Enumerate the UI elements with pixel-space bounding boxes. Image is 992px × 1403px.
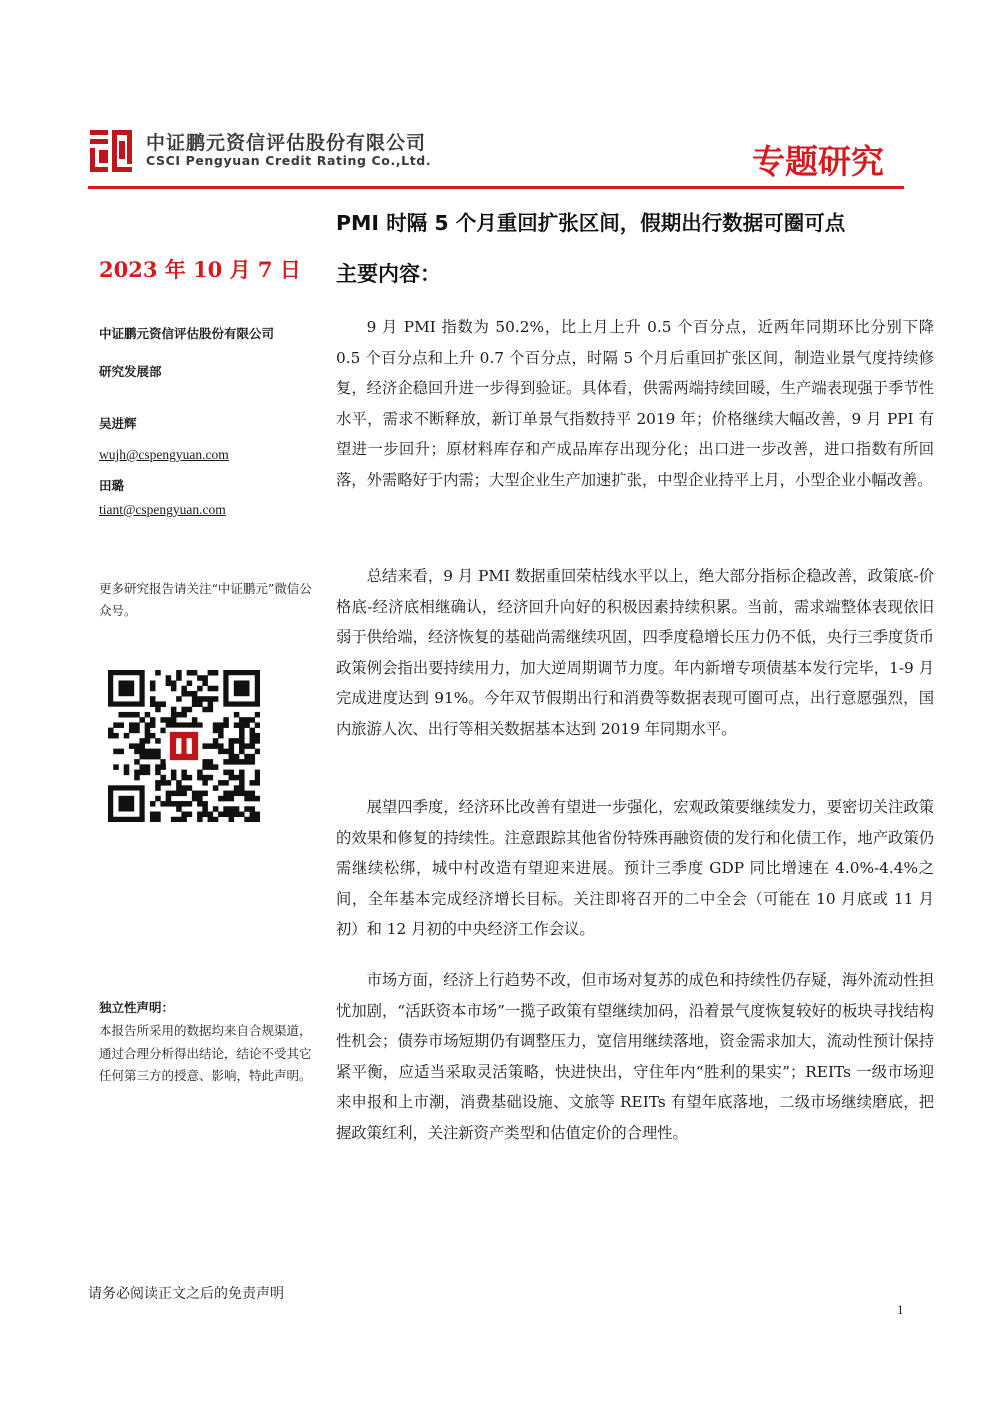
company-name-english: CSCI Pengyuan Credit Rating Co.,Ltd. — [146, 153, 432, 168]
author-name: 吴进辉 — [99, 416, 137, 431]
author-name: 田璐 — [99, 478, 125, 493]
sidebar-company: 中证鹏元资信评估股份有限公司 — [99, 326, 275, 341]
author-email-link[interactable]: tiant@cspengyuan.com — [99, 502, 226, 517]
disclaimer-footer-note: 请务必阅读正文之后的免责声明 — [88, 1286, 284, 1302]
author-email-link[interactable]: wujh@cspengyuan.com — [99, 447, 229, 462]
independence-statement-title: 独立性声明： — [99, 1000, 175, 1015]
company-name-chinese: 中证鹏元资信评估股份有限公司 — [146, 132, 427, 154]
independence-statement-text: 本报告所采用的数据均来自合规渠道，通过合理分析得出结论，结论不受其它任何第三方的授意、影响，特此声明。 — [99, 1023, 312, 1083]
section-heading: 主要内容： — [336, 262, 441, 286]
body-paragraph: 9 月 PMI 指数为 50.2%，比上月上升 0.5 个百分点，近两年同期环比分别下降 0.5 个百分点和上升 0.7 个百分点，时隔 5 个月后重回扩张区间，制造业景气度持续修复，经济企稳回升进一步得到验证。具体看，供需两端持续回暖，生产端表现强于季节性水平，需求不断释放，新订单景气指数持平 2019 年；价格继续大幅改善，9 月 PPI 有望进一步回升；原材料库存和产成品库存出现分化；出口进一步改善，进口指数有所回落，外需略好于内需；大型企业生产加速扩张，中型企业持平上月，小型企业小幅改善。 — [336, 318, 934, 489]
page-number: 1 — [897, 1302, 904, 1317]
report-date: 2023 年 10 月 7 日 — [99, 257, 301, 282]
wechat-qr-code-icon — [108, 670, 260, 822]
report-type-label: 专题研究 — [752, 142, 884, 181]
sidebar-department: 研究发展部 — [99, 364, 162, 379]
body-paragraph: 市场方面，经济上行趋势不改，但市场对复苏的成色和持续性仍存疑，海外流动性担忧加剧，“活跃资本市场”一揽子政策有望继续加码，沿着景气度恢复较好的板块寻找结构性机会；债券市场短期仍有调整压力，宽信用继续落地，资金需求加大，流动性预计保持紧平衡，应适当采取灵活策略，快进快出，守住年内“胜利的果实”；REITs 一级市场迎来申报和上市潮，消费基础设施、文旅等 REITs 有望年底落地，二级市场继续磨底，把握政策红利，关注新资产类型和估值定价的合理性。 — [336, 971, 934, 1142]
header-divider — [88, 186, 904, 189]
follow-wechat-note: 更多研究报告请关注“中证鹏元”微信公众号。 — [99, 581, 312, 618]
pengyuan-logo-icon — [88, 128, 134, 174]
body-paragraph: 总结来看，9 月 PMI 数据重回荣枯线水平以上，绝大部分指标企稳改善，政策底-价格底-经济底相继确认，经济回升向好的积极因素持续积累。当前，需求端整体表现依旧弱于供给端，经济恢复的基础尚需继续巩固，四季度稳增长压力仍不低，央行三季度货币政策例会指出要持续用力，加大逆周期调节力度。年内新增专项债基本发行完毕，1-9 月完成进度达到 91%。今年双节假期出行和消费等数据表现可圈可点，出行意愿强烈，国内旅游人次、出行等相关数据基本达到 2019 年同期水平。 — [336, 567, 934, 738]
report-title: PMI 时隔 5 个月重回扩张区间，假期出行数据可圈可点 — [336, 211, 846, 235]
body-paragraph: 展望四季度，经济环比改善有望进一步强化，宏观政策要继续发力，要密切关注政策的效果和修复的持续性。注意跟踪其他省份特殊再融资债的发行和化债工作，地产政策仍需继续松绑，城中村改造有望迎来进展。预计三季度 GDP 同比增速在 4.0%-4.4%之间，全年基本完成经济增长目标。关注即将召开的二中全会（可能在 10 月底或 11 月初）和 12 月初的中央经济工作会议。 — [336, 798, 934, 938]
